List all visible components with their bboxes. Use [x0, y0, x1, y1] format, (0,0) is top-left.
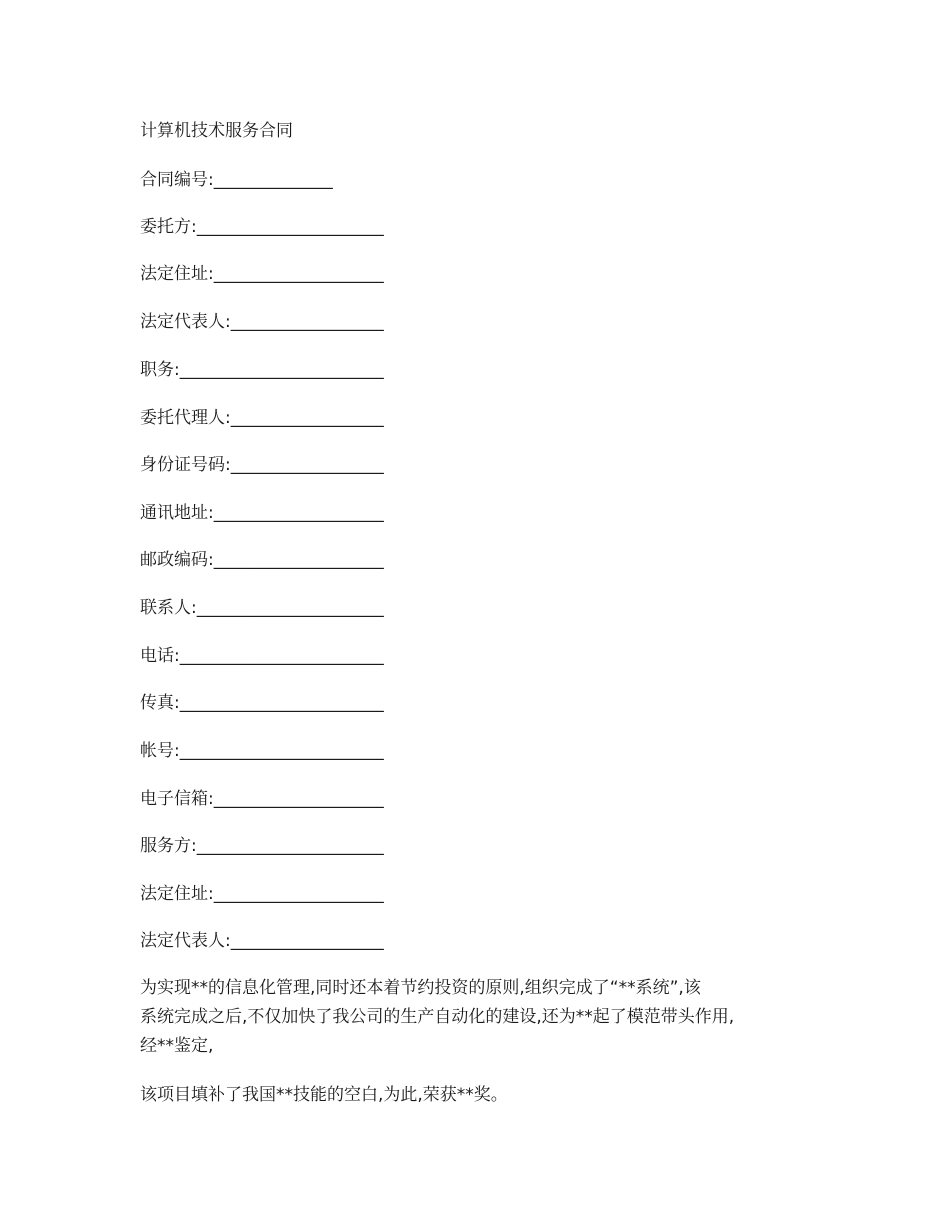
field-legal-address-2: 法定住址:____________________	[140, 884, 384, 904]
field-authorized-agent: 委托代理人:__________________	[140, 408, 384, 428]
body-paragraph-2: 该项目填补了我国**技能的空白,为此,荣获**奖。	[140, 1085, 508, 1105]
field-id-number: 身份证号码:__________________	[140, 455, 384, 475]
body-paragraph: 为实现**的信息化管理,同时还本着节约投资的原则,组织完成了“**系统”,该 系统完成之后,不仅加快了我公司的生产自动化的建设,还为**起了模范带头作用, 经**鉴定,	[140, 978, 735, 1056]
field-contract-number: 合同编号:______________	[140, 170, 333, 190]
field-legal-representative: 法定代表人:__________________	[140, 312, 384, 332]
field-position: 职务:________________________	[140, 360, 384, 380]
document-title: 计算机技术服务合同	[140, 121, 293, 141]
field-legal-representative-2: 法定代表人:__________________	[140, 931, 384, 951]
field-mailing-address: 通讯地址:____________________	[140, 503, 384, 523]
field-postal-code: 邮政编码:____________________	[140, 550, 384, 570]
field-legal-address: 法定住址:____________________	[140, 264, 384, 284]
field-service-provider: 服务方:______________________	[140, 836, 384, 856]
field-account: 帐号:________________________	[140, 741, 384, 761]
field-email: 电子信箱:____________________	[140, 789, 384, 809]
field-phone: 电话:________________________	[140, 646, 384, 666]
field-client: 委托方:______________________	[140, 217, 384, 237]
field-contact-person: 联系人:______________________	[140, 598, 384, 618]
field-fax: 传真:________________________	[140, 693, 384, 713]
